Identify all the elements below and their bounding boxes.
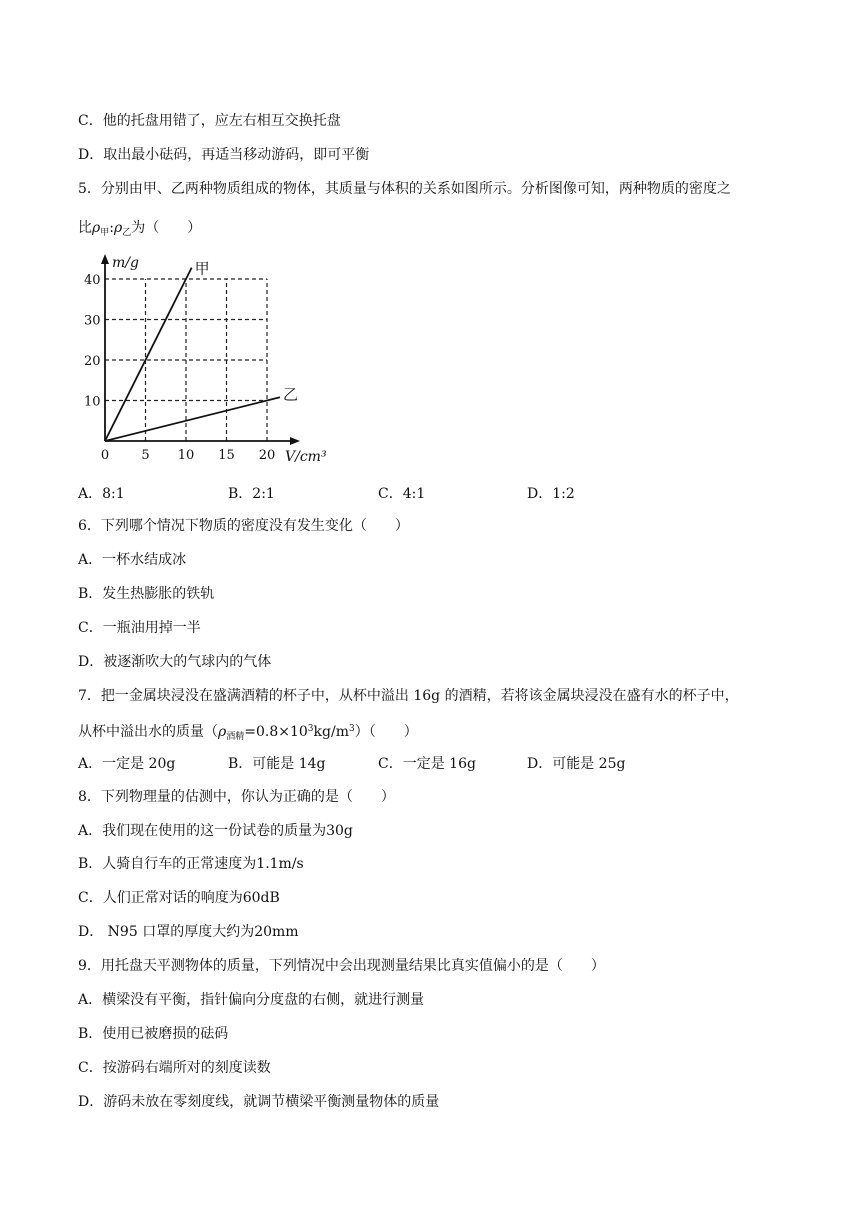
x-tick-label: 0 bbox=[100, 448, 110, 463]
q6-option-d: D．被逐渐吹大的气球内的气体 bbox=[78, 654, 272, 670]
q7-stem-line1: 7．把一金属块浸没在盛满酒精的杯子中，从杯中溢出 16g 的酒精，若将该金属块浸没在盛有水的杯子中， bbox=[78, 688, 739, 704]
option-b: B．可能是 14g bbox=[228, 756, 326, 772]
q9-option-d: D．游码未放在零刻度线，就调节横梁平衡测量物体的质量 bbox=[78, 1094, 440, 1110]
q8-option-c: C．人们正常对话的响度为60dB bbox=[78, 890, 280, 906]
q5-stem-suffix: 为（ ） bbox=[131, 220, 202, 236]
series-label-jia: 甲 bbox=[194, 259, 210, 278]
option-a: A．一定是 20g bbox=[78, 756, 176, 772]
q8-stem: 8．下列物理量的估测中，你认为正确的是（ ） bbox=[78, 789, 395, 805]
q6-option-c: C．一瓶油用掉一半 bbox=[78, 620, 201, 636]
series-line-yi bbox=[105, 397, 280, 441]
q7-stem-prefix: 从杯中溢出水的质量（ bbox=[78, 724, 218, 740]
density-unit: kg/m bbox=[313, 724, 349, 740]
q6-option-a: A．一杯水结成冰 bbox=[78, 552, 187, 568]
q4-option-d: D．取出最小砝码，再适当移动游码，即可平衡 bbox=[78, 147, 370, 163]
grid-lines bbox=[105, 279, 267, 441]
option-b: B．2:1 bbox=[228, 486, 275, 502]
option-c: C．一定是 16g bbox=[378, 756, 476, 772]
rho-symbol: ρ bbox=[218, 724, 227, 740]
x-tick-label: 10 bbox=[177, 448, 195, 463]
mass-volume-graph bbox=[72, 248, 342, 470]
q9-option-b: B．使用已被磨损的砝码 bbox=[78, 1026, 229, 1042]
q9-option-a: A．横梁没有平衡，指针偏向分度盘的右侧，就进行测量 bbox=[78, 992, 425, 1008]
y-axis-label: m/g bbox=[112, 255, 139, 271]
x-tick-label: 5 bbox=[141, 448, 150, 463]
option-c: C．4:1 bbox=[378, 486, 426, 502]
q8-option-a: A．我们现在使用的这一份试卷的质量为30g bbox=[78, 823, 353, 839]
q7-stem-line2 bbox=[78, 719, 418, 747]
rho-subscript-jia: 甲 bbox=[100, 228, 110, 238]
rho-symbol: ρ bbox=[113, 220, 123, 236]
q6-stem: 6．下列哪个情况下物质的密度没有发生变化（ ） bbox=[78, 518, 409, 534]
y-tick-label: 10 bbox=[84, 394, 101, 410]
q5-stem-prefix: 比 bbox=[78, 220, 92, 236]
q8-option-b: B．人骑自行车的正常速度为1.1m/s bbox=[78, 856, 304, 872]
q7-stem-suffix: ）（ ） bbox=[354, 724, 418, 740]
option-d: D．可能是 25g bbox=[527, 756, 626, 772]
q6-option-b: B．发生热膨胀的铁轨 bbox=[78, 586, 215, 602]
exponent: 3 bbox=[307, 724, 314, 734]
y-tick-label: 20 bbox=[84, 354, 101, 369]
series-line-jia bbox=[105, 268, 192, 441]
unit-exponent: 3 bbox=[348, 724, 355, 734]
x-tick-label: 20 bbox=[258, 448, 276, 463]
rho-subscript-alcohol: 酒精 bbox=[226, 732, 245, 742]
q9-option-c: C．按游码右端所对的刻度读数 bbox=[78, 1060, 271, 1076]
density-value: =0.8×10 bbox=[244, 724, 308, 740]
y-axis-arrow bbox=[101, 254, 109, 264]
q9-stem: 9．用托盘天平测物体的质量，下列情况中会出现测量结果比真实值偏小的是（ ） bbox=[78, 958, 605, 974]
q5-stem-line1: 5．分别由甲、乙两种物质组成的物体，其质量与体积的关系如图所示。分析图像可知，两种物质的密度之 bbox=[78, 181, 731, 197]
option-a: A．8:1 bbox=[78, 486, 125, 502]
rho-subscript-yi: 乙 bbox=[122, 228, 132, 238]
y-tick-label: 30 bbox=[84, 313, 101, 329]
q8-option-d: D． N95 口罩的厚度大约为20mm bbox=[78, 924, 299, 940]
series-lines bbox=[105, 268, 280, 441]
x-axis-label: V/cm³ bbox=[285, 449, 327, 465]
q5-stem-line2 bbox=[78, 218, 201, 243]
x-tick-label: 15 bbox=[218, 448, 235, 463]
ratio-colon: : bbox=[109, 220, 114, 236]
series-label-yi: 乙 bbox=[282, 385, 298, 404]
x-axis-arrow bbox=[290, 437, 300, 445]
option-d: D．1:2 bbox=[527, 486, 575, 502]
q4-option-c: C．他的托盘用错了，应左右相互交换托盘 bbox=[78, 113, 341, 129]
y-tick-label: 40 bbox=[84, 273, 101, 288]
rho-symbol: ρ bbox=[92, 220, 101, 236]
